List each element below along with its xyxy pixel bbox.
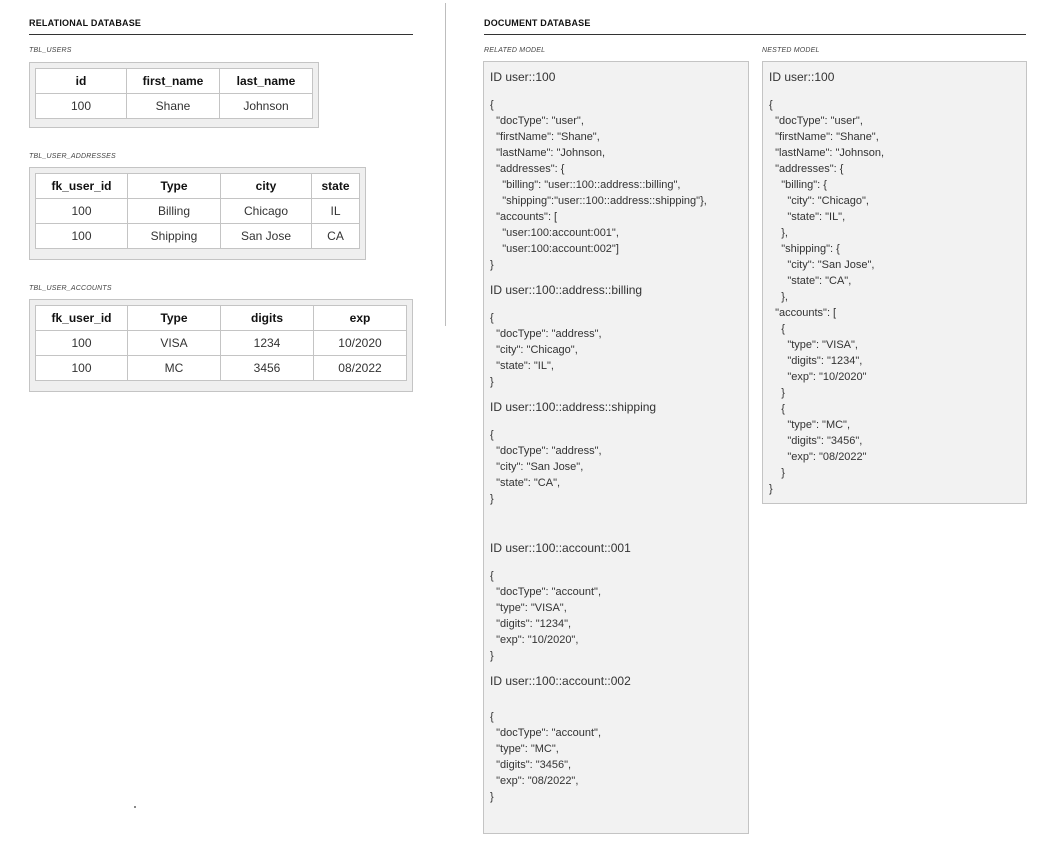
table-cell: 100 [36, 94, 127, 119]
table-row [36, 94, 313, 119]
addresses-table-container [29, 167, 366, 260]
document-id: ID user::100::account::002 [490, 674, 631, 688]
table-label-addresses: TBL_USER_ADDRESSES [29, 153, 116, 160]
stray-mark [134, 806, 136, 808]
table-header-row [36, 174, 360, 199]
table-header-row [36, 306, 407, 331]
column-header: last_name [220, 69, 313, 94]
document-id: ID user::100::address::shipping [490, 400, 657, 414]
document-json: { "docType": "address", "city": "Chicago", "state": "IL", } [490, 312, 602, 388]
document-id: ID user::100 [490, 70, 556, 84]
document-id: ID user::100::address::billing [490, 283, 643, 297]
document-json: { "docType": "user", "firstName": "Shane", "lastName": "Johnson, "addresses": { "billing": { "city": "Chicago", "state": "IL", }, "shipping": { "city": "San Jose", "state": "CA", }, "accounts": [ { "type": "VISA", "digits": "1234", "exp": "10/2020" } { "type": "MC", "digits": "3456", "exp": "08/2022" } } [769, 99, 885, 495]
column-header: id [36, 69, 127, 94]
table-cell: Shane [127, 94, 220, 119]
column-header: city [221, 174, 312, 199]
related-model-label: RELATED MODEL [484, 47, 546, 54]
table-cell: VISA [128, 331, 221, 356]
document-block [490, 282, 742, 390]
table-cell: Shipping [128, 224, 221, 249]
document-block [490, 399, 742, 507]
column-header: first_name [127, 69, 220, 94]
table-label-accounts: TBL_USER_ACCOUNTS [29, 285, 112, 292]
document-section-title: DOCUMENT DATABASE [484, 18, 1026, 35]
table-cell: CA [312, 224, 360, 249]
table-cell: Billing [128, 199, 221, 224]
document-json: { "docType": "user", "firstName": "Shane", "lastName": "Johnson, "addresses": { "billing": "user::100::address::billing", "shipping":"user::100::address::shipping"}, "accounts": [ "user:100:account:001", "user:100:account:002"] } [490, 99, 707, 271]
table-cell: 100 [36, 199, 128, 224]
table-cell: 3456 [221, 356, 314, 381]
table-cell: 100 [36, 356, 128, 381]
nested-model-label: NESTED MODEL [762, 47, 820, 54]
table-cell: 100 [36, 224, 128, 249]
table-row [36, 331, 407, 356]
document-block [490, 673, 742, 805]
accounts-table [35, 305, 407, 381]
table-row [36, 224, 360, 249]
document-block [490, 69, 742, 273]
document-json: { "docType": "account", "type": "VISA", "digits": "1234", "exp": "10/2020", } [490, 570, 602, 662]
table-cell: Johnson [220, 94, 313, 119]
document-id: ID user::100 [769, 70, 835, 84]
column-header: fk_user_id [36, 174, 128, 199]
table-cell: Chicago [221, 199, 312, 224]
table-cell: 1234 [221, 331, 314, 356]
table-cell: 10/2020 [314, 331, 407, 356]
accounts-table-container [29, 299, 413, 392]
column-header: exp [314, 306, 407, 331]
table-row [36, 356, 407, 381]
table-header-row [36, 69, 313, 94]
table-label-users: TBL_USERS [29, 47, 72, 54]
relational-section-title: RELATIONAL DATABASE [29, 18, 413, 35]
table-cell: 08/2022 [314, 356, 407, 381]
document-id: ID user::100::account::001 [490, 541, 631, 555]
table-cell: 100 [36, 331, 128, 356]
addresses-table [35, 173, 360, 249]
column-header: fk_user_id [36, 306, 128, 331]
column-header: state [312, 174, 360, 199]
users-table [35, 68, 313, 119]
table-row [36, 199, 360, 224]
users-table-container [29, 62, 319, 128]
table-cell: San Jose [221, 224, 312, 249]
table-cell: MC [128, 356, 221, 381]
document-json: { "docType": "address", "city": "San Jose", "state": "CA", } [490, 429, 602, 505]
table-cell: IL [312, 199, 360, 224]
related-model-box [483, 61, 749, 834]
column-header: digits [221, 306, 314, 331]
column-header: Type [128, 306, 221, 331]
document-json: { "docType": "account", "type": "MC", "digits": "3456", "exp": "08/2022", } [490, 711, 602, 803]
nested-model-box [762, 61, 1027, 504]
column-header: Type [128, 174, 221, 199]
document-block [490, 540, 742, 664]
section-divider [445, 3, 446, 326]
